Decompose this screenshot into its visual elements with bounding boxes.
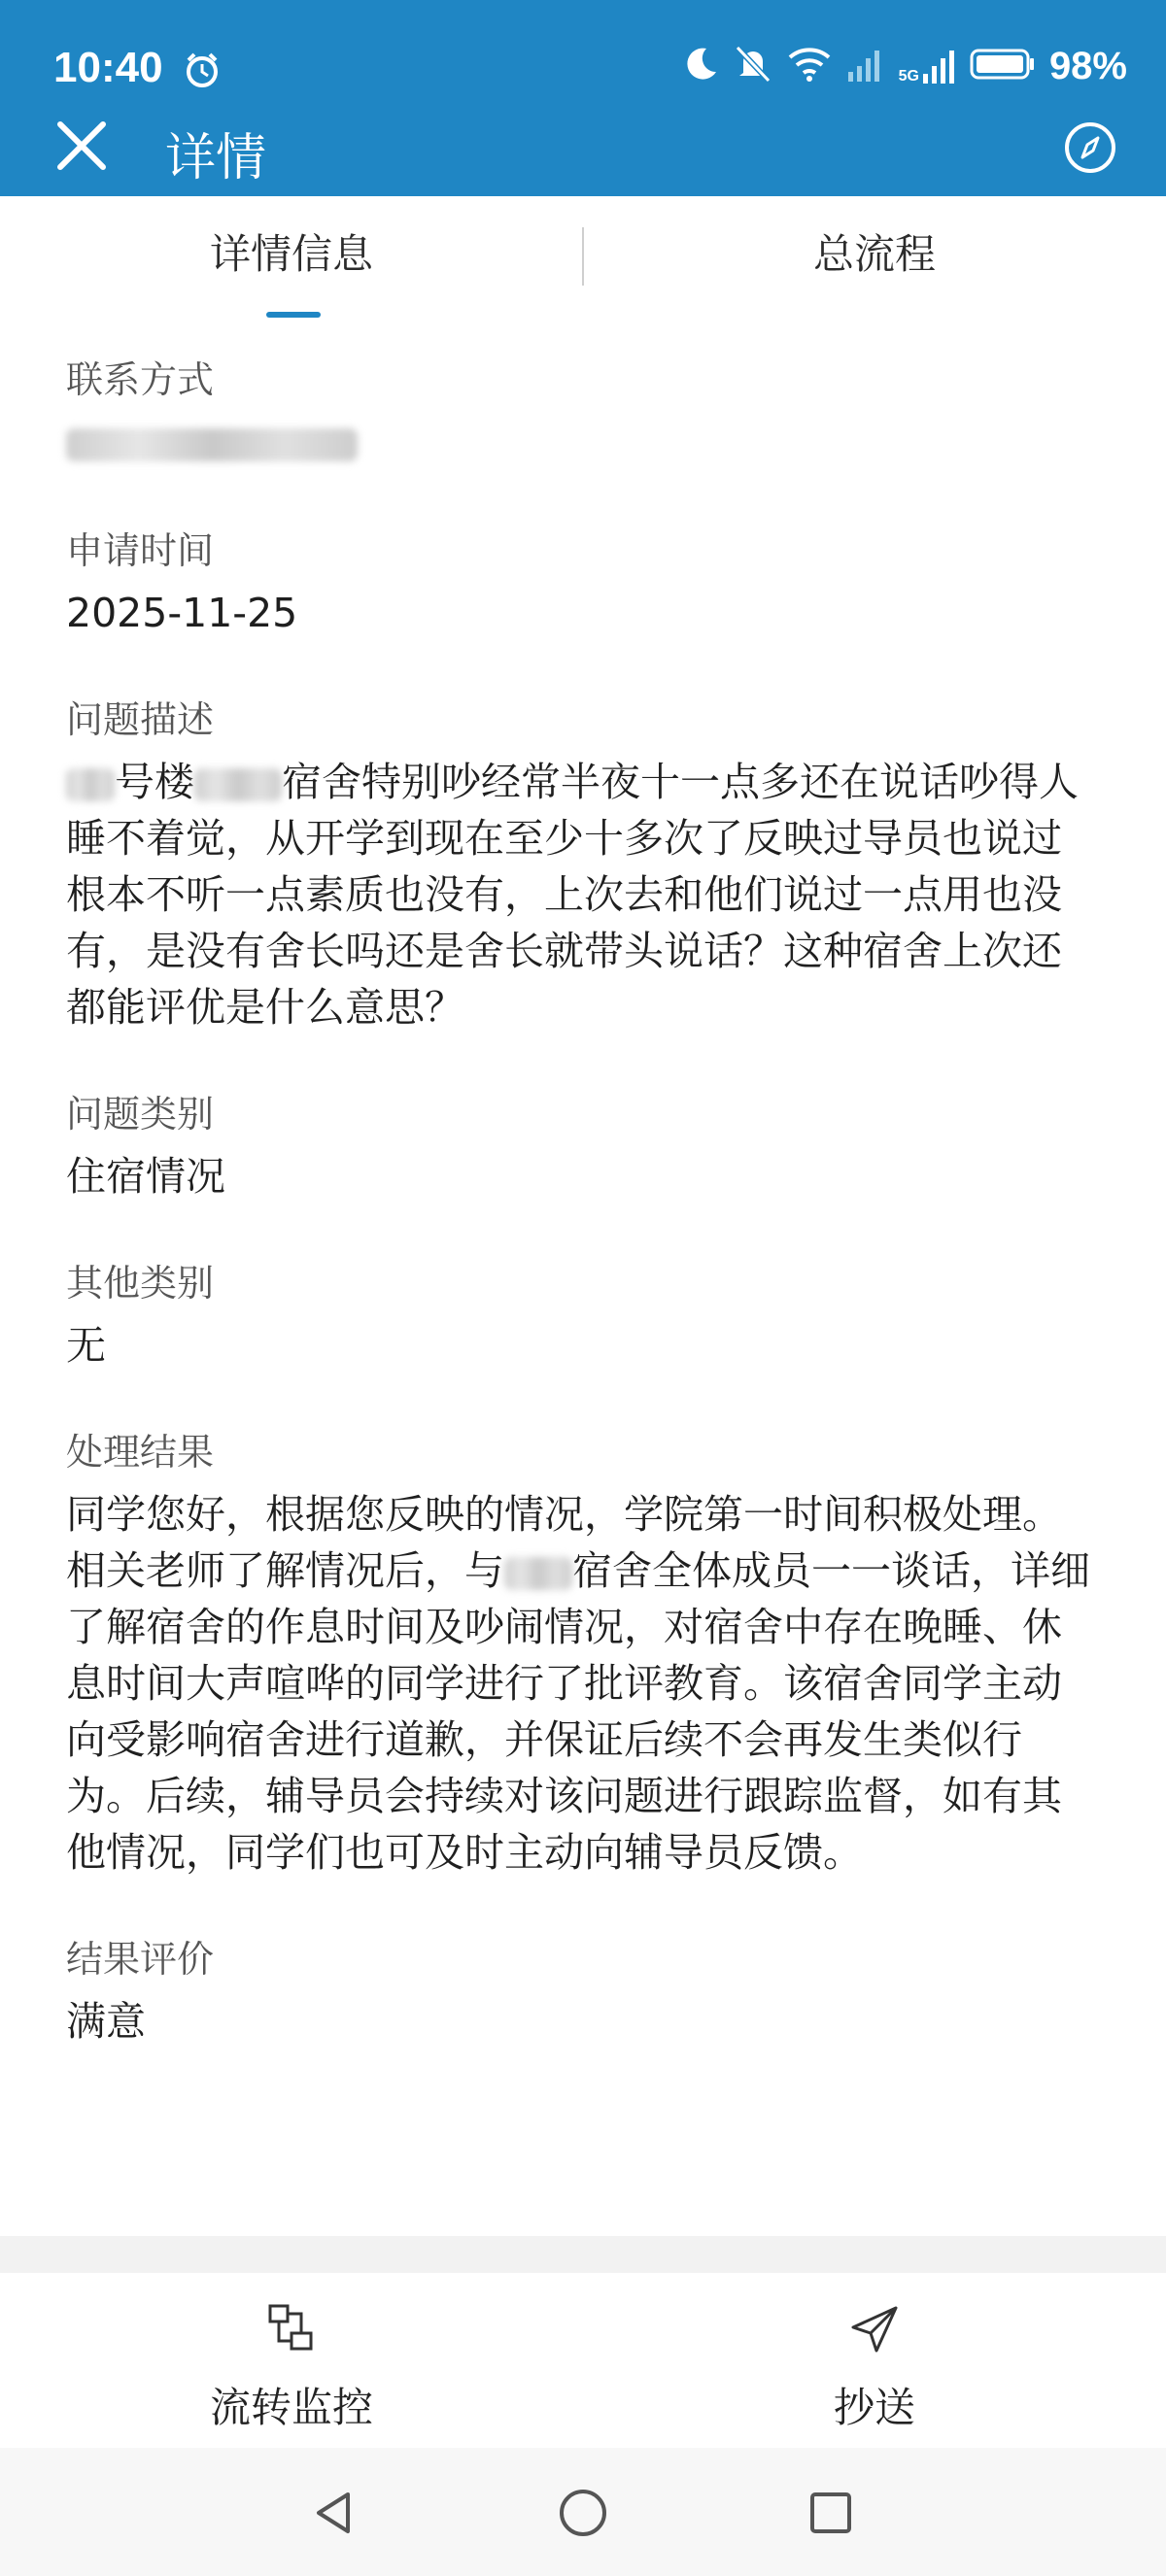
flow-monitor-label: 流转监控 — [209, 2384, 373, 2431]
back-icon[interactable] — [309, 2489, 358, 2541]
category-value: 住宿情况 — [66, 1153, 225, 1200]
description-text-3: 得人睡不着觉，从开学到现在至少十多次了反映过导员也说过根本不听一点素质也没有，上次去和他们说过一点用也没有，是没有舍长吗还是舍长就带头说话？这种宿舍上次还都能评优是什么意思？ — [66, 759, 1079, 1031]
field-other-category — [0, 1249, 1166, 1373]
send-icon — [845, 2300, 904, 2358]
mute-bell-icon — [734, 44, 772, 88]
field-description — [0, 686, 1166, 1035]
tab-bar — [0, 196, 1166, 321]
contact-value — [66, 414, 1100, 472]
description-text-2: 宿舍特别吵经常半夜十一点多还在说话吵 — [282, 759, 999, 805]
tab-overall-process[interactable]: 总流程 — [812, 230, 936, 278]
alarm-icon — [183, 51, 222, 93]
close-icon[interactable] — [52, 117, 111, 175]
moon-icon — [683, 45, 720, 87]
signal-5g-label: 5G — [898, 68, 919, 85]
redacted-dorm — [504, 1557, 572, 1590]
status-bar — [0, 0, 1166, 107]
title-bar — [0, 107, 1166, 196]
contact-label: 联系方式 — [66, 358, 215, 401]
result-value — [66, 1486, 1100, 1881]
battery-icon — [970, 48, 1036, 85]
field-category — [0, 1080, 1166, 1204]
other-category-value: 无 — [66, 1322, 106, 1369]
bottom-action-bar — [0, 2273, 1166, 2448]
field-evaluation — [0, 1925, 1166, 2050]
field-result — [0, 1418, 1166, 1881]
active-tab-indicator — [266, 312, 321, 318]
result-label: 处理结果 — [66, 1431, 215, 1474]
evaluation-label: 结果评价 — [66, 1938, 215, 1981]
description-text-1: 号楼 — [115, 759, 194, 805]
tab-details[interactable]: 详情信息 — [209, 230, 373, 278]
divider-strip — [0, 2236, 1166, 2273]
redacted-contact — [66, 428, 358, 461]
home-icon[interactable] — [557, 2487, 609, 2543]
description-label: 问题描述 — [66, 698, 215, 741]
evaluation-value: 满意 — [66, 1998, 146, 2045]
cc-send-button[interactable] — [583, 2273, 1166, 2448]
result-text-1: 同学您好，根据您反映的情况，学院第一时间积极处理。相关老师了解情况后，与 — [66, 1491, 1062, 1594]
other-category-label: 其他类别 — [66, 1262, 215, 1305]
description-value — [66, 754, 1100, 1035]
redacted-building — [66, 768, 115, 801]
redacted-room — [194, 768, 282, 801]
category-label: 问题类别 — [66, 1093, 215, 1135]
status-time: 10:40 — [53, 44, 163, 91]
details-content — [0, 321, 1166, 2050]
recent-apps-icon[interactable] — [808, 2491, 853, 2539]
apply-time-label: 申请时间 — [66, 529, 215, 572]
signal-icon-1 — [846, 45, 885, 87]
field-apply-time — [0, 517, 1166, 641]
flow-monitor-button[interactable] — [0, 2273, 583, 2448]
app-bar — [0, 0, 1166, 196]
wifi-icon — [786, 46, 833, 86]
cc-send-label: 抄送 — [833, 2384, 915, 2431]
flow-monitor-icon — [262, 2300, 321, 2358]
compass-icon[interactable] — [1061, 119, 1119, 177]
signal-5g-icon — [899, 47, 956, 85]
battery-percent: 98% — [1048, 44, 1127, 87]
field-contact — [0, 346, 1166, 472]
result-text-2: 宿舍全体成员一一谈话，详细了解宿舍的作息时间及吵闹情况，对宿舍中存在晚睡、休息时间大声喧哗的同学进行了批评教育。该宿舍同学主动向受影响宿舍进行道歉，并保证后续不会再发生类似行为。后续，辅导员会持续对该问题进行跟踪监督，如有其他情况，同学们也可及时主动向辅导员反馈。 — [66, 1547, 1090, 1876]
page-title: 详情 — [165, 129, 267, 187]
system-nav-bar — [0, 2448, 1166, 2576]
status-icons — [683, 44, 1127, 88]
apply-time-value: 2025-11-25 — [66, 590, 298, 636]
